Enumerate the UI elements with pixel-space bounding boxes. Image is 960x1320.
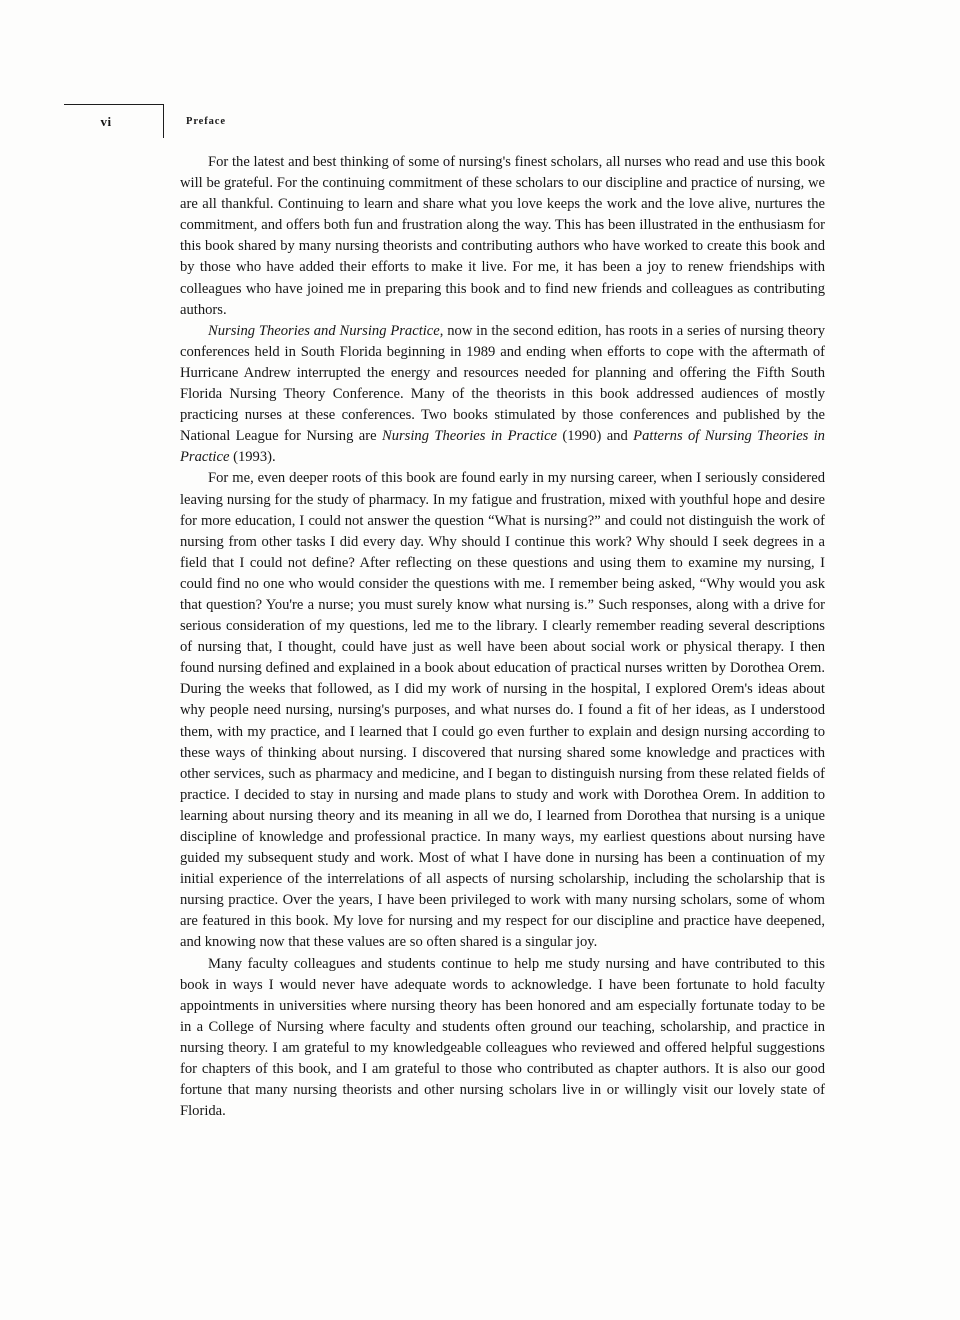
header-rule-vertical xyxy=(163,104,164,138)
paragraph-4: Many faculty colleagues and students continue to help me study nursing and have contributed to this book in ways I would never have adequate words to acknowledge. I have been fortunate to hold faculty appointments in universities where nursing theory has been honored and am especially fortunate today to be in a College of Nursing where faculty and students often ground our teaching, scholarship, and practice in nursing theory. I am grateful to my knowledgeable colleagues who reviewed and offered helpful suggestions for chapters of this book, and I am grateful to those who contributed as chapter authors. It is also our good fortune that many nursing theorists and other nursing scholars live in or willingly visit our lovely state of Florida. xyxy=(180,955,825,1120)
italic-title: Patterns of Nursing Theories in Practice xyxy=(180,428,825,466)
paragraph-3: For me, even deeper roots of this book are found early in my nursing career, when I seriously considered leaving nursing for the study of pharmacy. In my fatigue and frustration, mixed with youthful hope and desire for more education, I could not answer the question “What is nursing?” and could not distinguish the work of nursing from other tasks I did every day. Why should I continue this work? Why should I seek degrees in a field that I could not define? After reflecting on these questions and using them to examine my nursing, I could find no one who would consider the questions with me. I remember being asked, “Why would you ask that question? You're a nurse; you must surely know what nursing is.” Such responses, along with a drive for serious consideration of my questions, led me to the library. I clearly remember reading several descriptions of nursing that, I thought, could have just as well have been about social work or physical therapy. I then found nursing defined and explained in a book about education of practical nurses written by Dorothea Orem. During the weeks that followed, as I did my work of nursing in the hospital, I explored Orem's ideas about why people need nursing, nursing's purposes, and what nurses do. I found a fit of her ideas, as I understood them, with my practice, and I learned that I could go even further to explain and design nursing according to these ways of thinking about nursing. I discovered that nursing shared some knowledge and practices with other services, such as pharmacy and medicine, and I began to distinguish nursing from these related fields of practice. I decided to stay in nursing and made plans to study and work with Dorothea Orem. In addition to learning about nursing theory and its meaning in all we do, I learned from Dorothea that nursing is a unique discipline of knowledge and professional practice. In many ways, my earliest questions about nursing have guided my subsequent study and work. Most of what I have done in nursing has been a continuation of my initial experience of the interrelations of all aspects of nursing scholarship, including the scholarship that is nursing practice. Over the years, I have been privileged to work with many nursing scholars, some of whom are featured in this book. My love for nursing and my respect for our discipline and practice have deepened, and knowing now that these values are so often shared is a singular joy. xyxy=(180,470,825,951)
italic-title: Nursing Theories in Practice xyxy=(381,428,558,445)
page-number: vi xyxy=(100,114,112,129)
italic-title: Nursing Theories and Nursing Practice xyxy=(208,322,440,339)
header-rule-horizontal xyxy=(64,104,164,105)
body-text-block xyxy=(180,152,825,1122)
paragraph-1: For the latest and best thinking of some of nursing's finest scholars, all nurses who read and use this book will be grateful. For the continuing commitment of these scholars to our discipline and practice of nursing, we are all thankful. Continuing to learn and share what you love keeps the work and the love alive, nurtures the commitment, and offers both fun and frustration along the way. This has been illustrated in the enthusiasm for this book shared by many nursing theorists and contributing authors who have worked to create this book and by those who have added their efforts to make it live. For me, it has been a joy to renew friendships with colleagues who have joined me in preparing this book and to find new friends and colleagues as contributing authors. xyxy=(180,154,825,318)
paragraph-2: Nursing Theories and Nursing Practice, now in the second edition, has roots in a series of nursing theory conferences held in South Florida beginning in 1989 and ending when efforts to cope with the aftermath of Hurricane Andrew interrupted the energy and resources needed for planning and offering the Fifth South Florida Nursing Theory Conference. Many of the theorists in this book addressed audiences of mostly practicing nurses at these conferences. Two books stimulated by those conferences and published by the National League for Nursing are Nursing Theories in Practice (1990) and Patterns of Nursing Theories in Practice (1993). xyxy=(180,322,826,466)
running-head: Preface xyxy=(186,116,226,127)
page-header xyxy=(64,104,844,138)
